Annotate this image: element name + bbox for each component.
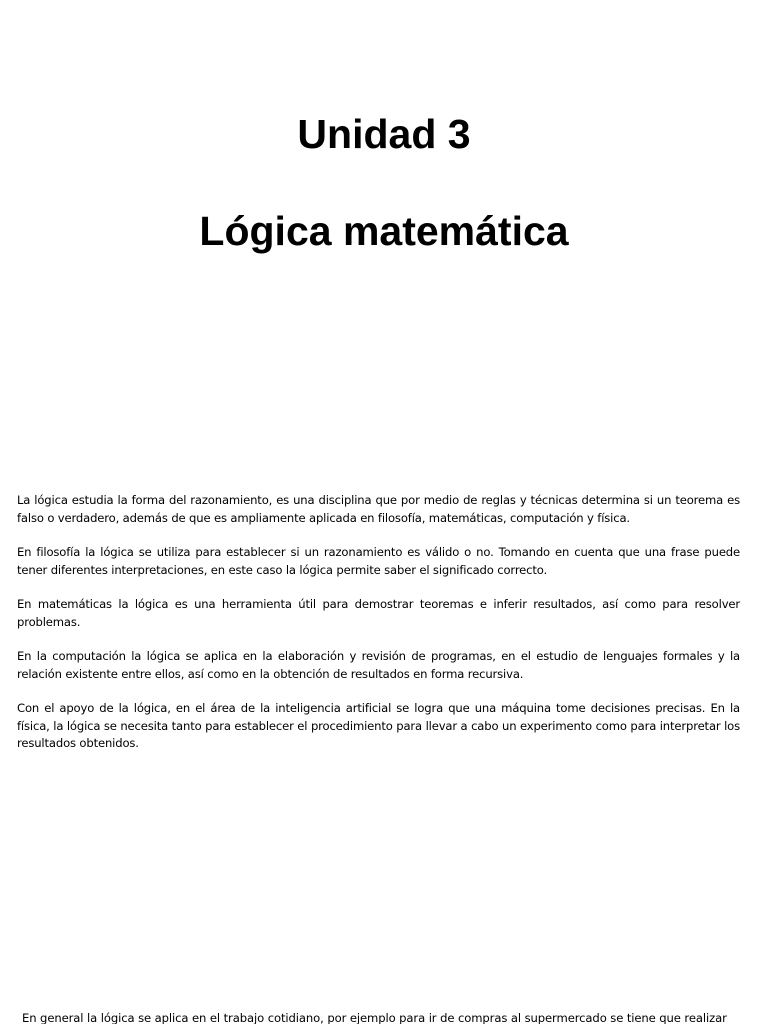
paragraph: En filosofía la lógica se utiliza para establecer si un razonamiento es válido o no. Tomando en cuenta que una frase puede tener diferentes interpretaciones, en este caso la lógica permite saber el significado correcto. — [17, 545, 740, 577]
paragraph: La lógica estudia la forma del razonamiento, es una disciplina que por medio de reglas y técnicas determina si un teorema es falso o verdadero, además de que es ampliamente aplicada en filosofía, matemáticas, computación y física. — [17, 493, 740, 525]
topic-heading: Lógica matemática — [199, 208, 569, 254]
paragraph: En la computación la lógica se aplica en la elaboración y revisión de programas, en el estudio de lenguajes formales y la relación existente entre ellos, así como en la obtención de resultados en forma recursiva. — [17, 649, 740, 681]
cut-off-paragraph: En general la lógica se aplica en el trabajo cotidiano, por ejemplo para ir de compras al supermercado se tiene que realizar — [22, 1011, 727, 1024]
paragraph: Con el apoyo de la lógica, en el área de la inteligencia artificial se logra que una máquina tome decisiones precisas. En la física, la lógica se necesita tanto para establecer el procedimiento para llevar a cabo un experimento como para interpretar los resultados obtenidos. — [17, 701, 740, 750]
unit-heading: Unidad 3 — [297, 111, 471, 157]
body-text — [17, 492, 740, 770]
paragraph: En matemáticas la lógica es una herramienta útil para demostrar teoremas e inferir resultados, así como para resolver problemas. — [17, 597, 740, 629]
